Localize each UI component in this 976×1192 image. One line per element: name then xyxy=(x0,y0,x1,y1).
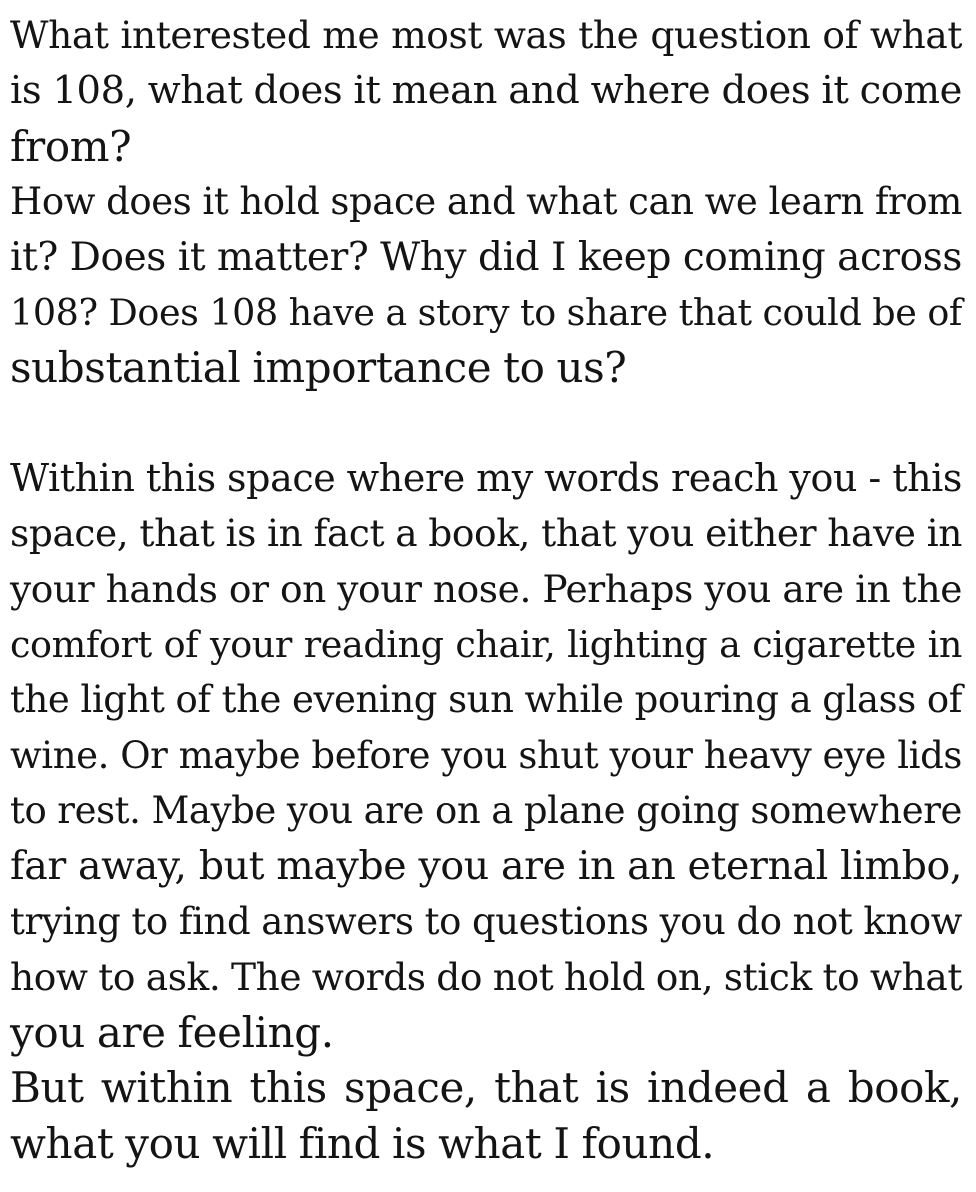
text-line: it? Does it matter? Why did I keep coming across xyxy=(10,234,962,280)
text-line: wine. Or maybe before you shut your heavy eye lids xyxy=(10,733,962,777)
text-line: what you will find is what I found. xyxy=(10,1118,715,1168)
text-line: 108? Does 108 have a story to share that could be of xyxy=(10,291,962,335)
text-line: substantial importance to us? xyxy=(10,343,627,393)
text-line: far away, but maybe you are in an eternal limbo, xyxy=(10,842,962,889)
text-line: What interested me most was the question of what xyxy=(10,13,962,57)
paragraph-question-of-108 xyxy=(10,8,962,174)
paragraph-within-this-space xyxy=(10,451,962,1060)
text-line: from? xyxy=(10,121,132,171)
paragraph-questions xyxy=(10,174,962,396)
text-line: the light of the evening sun while pouring a glass of xyxy=(10,678,962,722)
paragraph-what-i-found xyxy=(10,1060,962,1171)
text-line: you are feeling. xyxy=(10,1007,334,1057)
text-line: Within this space where my words reach you - this xyxy=(10,455,962,500)
text-line: is 108, what does it mean and where does it come xyxy=(10,68,962,114)
text-line: But within this space, that is indeed a book, xyxy=(10,1063,962,1113)
text-line: how to ask. The words do not hold on, stick to what xyxy=(10,954,962,999)
text-line: space, that is in fact a book, that you either have in xyxy=(10,511,962,556)
text-line: your hands or on your nose. Perhaps you are in the xyxy=(10,566,962,611)
text-line: to rest. Maybe you are on a plane going somewhere xyxy=(10,789,962,833)
text-line: trying to find answers to questions you do not know xyxy=(10,900,962,944)
text-line: comfort of your reading chair, lighting a cigarette in xyxy=(10,623,962,667)
text-line: How does it hold space and what can we learn from xyxy=(10,180,962,224)
